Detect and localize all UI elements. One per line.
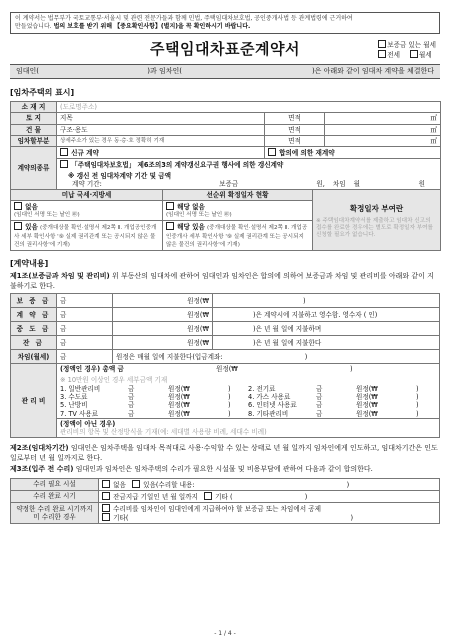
article-1-title: 제1조(보증금과 차임 및 관리비) (10, 272, 110, 281)
repair-exists-end: ) (346, 480, 350, 489)
deposit-suffix: ) (213, 294, 440, 308)
middle-payment-prefix: 금 (57, 322, 113, 336)
management-fee-label: 관 리 비 (11, 364, 57, 438)
monthly-rent-prefix: 금 (57, 350, 113, 364)
repair-none-label: 없음 (113, 480, 126, 489)
fee-items-line-3 (57, 401, 439, 409)
new-contract-label: 신규 계약 (71, 149, 99, 158)
down-payment-prefix: 금 (57, 308, 113, 322)
checkbox-icon[interactable] (102, 504, 110, 512)
notice-line-2-bold: 법의 보호를 받기 위해 【중요확인사항】(별지)을 꼭 확인하시기 바랍니다. (53, 23, 251, 31)
fee-item-label: 6. 인터넷 사용료 (248, 401, 297, 410)
address-label: 소 재 지 (11, 102, 57, 113)
repair-row-2 (11, 490, 440, 502)
checkbox-icon[interactable] (60, 148, 68, 156)
payment-row-balance (11, 336, 440, 350)
payment-row-deposit (11, 294, 440, 308)
building-area-label: 면적 (265, 124, 325, 135)
balance-prefix: 금 (57, 336, 113, 350)
fee-item-prefix: 금 (128, 384, 135, 393)
fee-items-row-3 (11, 401, 440, 409)
monthly-rent-label: 차임(월세) (11, 350, 57, 364)
repair-deadline-options (99, 490, 440, 502)
rent-part-field[interactable]: 상세주소가 있는 경우 동·층·호 정확히 기재 (57, 135, 265, 146)
fee-item-prefix: 금 (316, 401, 323, 410)
fee-item-end: ) (416, 393, 419, 402)
middle-payment-label: 중 도 금 (11, 322, 57, 336)
article-3-title: 제3조(입주 전 수리) (10, 465, 74, 474)
notice-line-1: 이 계약서는 법무부가 국토교통부·서울시 및 관련 전문가들과 함께 민법, 주택임대차보호법, 공인중개사법 등 관계법령에 근거하여 (15, 15, 353, 22)
tax-none-note: (임대인 서명 또는 날인 ㊞) (14, 211, 80, 218)
balance-field[interactable]: 원정(₩ (113, 336, 213, 350)
address-field[interactable]: (도로명주소) (57, 102, 441, 113)
payment-row-contract (11, 308, 440, 322)
prev-won-label: 원, (316, 179, 325, 188)
fee-item-label: 8. 기타관리비 (248, 409, 289, 418)
tenant-label: )과 임차인( (147, 67, 183, 76)
down-payment-field[interactable]: 원정(₩ (113, 308, 213, 322)
fixed-date-note: ※ 주택임대차계약서를 제출하고 임대차 신고의 접수를 완료한 경우에는 별도로 확정일자 부여를 신청할 필요가 없습니다. (316, 218, 433, 239)
fee-item-prefix: 금 (316, 384, 323, 393)
unrepaired-deduct-label: 수리비를 임차인이 임대인에게 지급하여야 할 보증금 또는 차임에서 공제 (113, 505, 321, 513)
priority-header: 선순위 확정일자 현황 (163, 190, 313, 201)
type-option-2-label: 전세 (387, 51, 400, 60)
checkbox-icon[interactable] (14, 222, 22, 230)
nonfixed-fee-label: (정액이 아닌 경우) (60, 419, 116, 428)
fee-item-prefix: 금 (128, 409, 135, 418)
repair-deadline-balance-label: 잔금지급 기일인 년 월 일까지 (113, 492, 198, 501)
tax-exists-label: 있음 (25, 222, 38, 231)
fee-item-end: ) (416, 384, 419, 393)
new-contract-option[interactable] (57, 147, 265, 159)
rent-part-label: 임차할부분 (11, 135, 57, 146)
balance-label: 잔 금 (11, 336, 57, 350)
rent-area-label: 면적 (265, 135, 325, 146)
title-bar (10, 36, 440, 62)
fee-item-label: 2. 전기료 (248, 384, 276, 393)
land-area-field[interactable]: ㎡ (325, 113, 441, 124)
nonfixed-fee-note[interactable]: 관리비의 항목 및 산정방식을 기재(예: 세대별 사용량 비례, 세대수 비례) (60, 427, 267, 436)
checkbox-icon[interactable] (132, 480, 140, 488)
fee-item-field[interactable]: 원정(₩ (168, 393, 190, 402)
article-2-title: 제2조(임대차기간) (10, 444, 69, 453)
fixed-fee-row (57, 364, 440, 375)
payment-row-middle (11, 322, 440, 336)
page-number: - 1 / 4 - (214, 630, 236, 637)
repair-row-3 (11, 503, 440, 524)
article-3 (10, 465, 440, 474)
repair-table (10, 478, 440, 525)
fee-item-end: ) (228, 384, 231, 393)
deposit-label: 보 증 금 (11, 294, 57, 308)
landlord-label: 임대인( (16, 67, 40, 76)
building-area-field[interactable]: ㎡ (325, 124, 441, 135)
tax-none-option[interactable] (11, 201, 163, 220)
checkbox-icon[interactable] (268, 148, 276, 156)
fee-item-field[interactable]: 원정(₩ (168, 409, 190, 418)
prev-deposit-label: 보증금 (219, 179, 239, 188)
priority-exists-option[interactable] (163, 220, 313, 251)
renewal-note: ※ 갱신 전 임대차계약 기간 및 금액 (68, 171, 171, 180)
notice-line-2-pre: 만들었습니다. (15, 23, 52, 31)
fixed-date-title: 확정일자 부여란 (349, 204, 404, 214)
prev-won2-label: 원 (418, 179, 425, 188)
repair-row-1 (11, 478, 440, 490)
checkbox-icon[interactable] (60, 160, 68, 168)
land-type-field[interactable]: 지목 (57, 113, 265, 124)
unrepaired-label: 약정한 수리 완료 시기까지 미 수리한 경우 (11, 503, 99, 524)
nonfixed-fee-row (57, 418, 440, 437)
monthly-rent-field[interactable] (113, 350, 440, 364)
fee-item-label: 7. TV 사용료 (60, 409, 99, 418)
property-table (10, 101, 441, 190)
fee-item-field[interactable]: 원정(₩ (356, 409, 378, 418)
priority-none-label: 해당 없음 (177, 203, 205, 212)
article-2-text: 임대인은 임차주택을 임대차 목적대로 사용·수익할 수 있는 상태로 년 월 일까지 임차인에게 인도하고, 임대차기간은 인도일로부터 년 월 일까지로 한다. (10, 444, 438, 462)
checkbox-icon[interactable] (204, 492, 212, 500)
repair-exists-label: 있음(수리할 내용: (143, 480, 195, 489)
fee-item-end: ) (228, 409, 231, 418)
article-2 (10, 444, 440, 463)
contract-type-options (378, 40, 436, 60)
fee-item-field[interactable]: 원정(₩ (356, 401, 378, 410)
type-option-3-label: 월세 (418, 51, 432, 60)
fee-item-field[interactable]: 원정(₩ (168, 384, 190, 393)
fee-items-row-4 (11, 410, 440, 419)
fee-item-field[interactable]: 원정(₩ (356, 393, 378, 402)
repair-deadline-other-label: 기타 ( (215, 492, 233, 501)
repair-needed-label: 수리 필요 시설 (11, 478, 99, 490)
checkbox-icon[interactable] (14, 202, 22, 210)
checkbox-icon[interactable] (102, 492, 110, 500)
fixed-fee-note: ※ 10만원 이상인 경우 세부금액 기재 (57, 375, 440, 385)
middle-payment-suffix: )은 년 월 일에 지불하며 (213, 322, 440, 336)
priority-exists-label: 해당 있음 (177, 222, 205, 231)
fixed-fee-amount-field[interactable]: 원정(₩ (215, 365, 238, 374)
down-payment-suffix: )은 계약시에 지불하고 영수함. 영수자 ( 인) (213, 308, 440, 322)
unrepaired-other-end: ) (350, 514, 354, 523)
fee-item-prefix: 금 (128, 401, 135, 410)
prev-contract-line (60, 180, 437, 188)
previous-contract-info (57, 171, 441, 190)
fee-item-end: ) (228, 393, 231, 402)
fee-item-label: 1. 일반관리비 (60, 384, 101, 393)
fee-item-prefix: 금 (316, 409, 323, 418)
type-option-2[interactable] (378, 50, 400, 60)
fee-item-end: ) (416, 401, 419, 410)
fee-item-field[interactable]: 원정(₩ (168, 401, 190, 410)
legal-notice (10, 12, 440, 34)
fee-item-prefix: 금 (128, 393, 135, 402)
tax-exists-note: (중개대상물 확인·설명서 제2쪽 Ⅱ. 개업공인중개사 세부 확인사항 '⑨ 실제 권리관계 또는 공시되지 않은 물건의 권리사항'에 기재) (14, 224, 157, 249)
tax-priority-table (10, 189, 441, 251)
contract-type-label: 계약의종류 (11, 147, 57, 190)
agreed-renewal-label: 합의에 의한 재계약 (279, 149, 335, 158)
fee-item-end: ) (416, 409, 419, 418)
checkbox-icon[interactable] (410, 50, 418, 58)
building-type-field[interactable]: 구조·용도 (57, 124, 265, 135)
terms-heading: [계약내용] (10, 259, 49, 269)
prev-rent-field[interactable] (360, 180, 419, 188)
tax-header: 미납 국세·지방세 (11, 190, 163, 201)
fee-items-line-4 (57, 410, 439, 418)
checkbox-icon[interactable] (166, 222, 174, 230)
renewal-claim-option[interactable] (57, 159, 441, 171)
property-heading: [임차주택의 표시] (10, 88, 75, 98)
middle-payment-field[interactable]: 원정(₩ (113, 322, 213, 336)
type-option-1[interactable] (378, 40, 436, 50)
fixed-fee-label: (정액인 경우) 총액 금 (60, 365, 124, 374)
parties-end-text: )은 아래와 같이 임대차 계약을 체결한다 (311, 67, 434, 76)
fee-item-field[interactable]: 원정(₩ (356, 384, 378, 393)
building-label: 건 물 (11, 124, 57, 135)
agreed-renewal-option[interactable] (265, 147, 441, 159)
prev-month-label: 월 (353, 179, 360, 188)
article-1-text: 위 부동산의 임대차에 관하여 임대인과 임차인은 합의에 의하여 보증금과 차임 및 관리비를 아래와 같이 지불하기로 한다. (10, 272, 434, 290)
monthly-rent-text: 원정은 매월 일에 지불한다(입금계좌: (116, 352, 223, 361)
document-title: 주택임대차표준계약서 (150, 40, 300, 59)
unrepaired-other-label: 기타( (113, 514, 129, 523)
payment-row-rent (11, 350, 440, 364)
checkbox-icon[interactable] (378, 40, 386, 48)
fee-item-prefix: 금 (316, 393, 323, 402)
priority-none-note: (임대인 서명 또는 날인 ㊞) (166, 211, 232, 218)
fixed-fee-end: ) (349, 365, 353, 374)
fee-item-end: ) (228, 401, 231, 410)
unrepaired-options (99, 503, 440, 524)
deposit-prefix: 금 (57, 294, 113, 308)
fee-item-label: 4. 가스 사용료 (248, 393, 291, 402)
monthly-rent-suffix: ) (304, 352, 308, 361)
prev-period-field[interactable] (102, 180, 219, 188)
rent-area-field[interactable]: ㎡ (325, 135, 441, 146)
checkbox-icon[interactable] (102, 513, 110, 521)
deposit-amount-field[interactable]: 원정(₩ (113, 294, 213, 308)
type-option-1-label: 보증금 있는 월세 (387, 41, 436, 50)
land-label: 토 지 (11, 113, 57, 124)
repair-deadline-end: ) (304, 492, 308, 501)
contract-page (10, 12, 440, 524)
balance-suffix: )은 년 월 일에 지불한다 (213, 336, 440, 350)
checkbox-icon[interactable] (102, 480, 110, 488)
checkbox-icon[interactable] (166, 202, 174, 210)
type-option-3[interactable] (410, 50, 432, 60)
fee-item-label: 3. 수도료 (60, 393, 88, 402)
fee-items-row-1 (11, 385, 440, 393)
prev-deposit-field[interactable] (238, 180, 316, 188)
management-fee-table (10, 363, 440, 438)
fee-items-line-1 (57, 385, 439, 393)
prev-period-label: 계약 기간: (72, 179, 102, 188)
repair-deadline-label: 수리 완료 시기 (11, 490, 99, 502)
notice-line-2 (15, 23, 435, 31)
tax-none-label: 없음 (25, 203, 38, 212)
parties-line (10, 64, 440, 79)
repair-needed-options (99, 478, 440, 490)
fee-item-label: 5. 난방비 (60, 401, 88, 410)
article-3-text: 임대인과 임차인은 임차주택의 수리가 필요한 시설물 및 비용부담에 관하여 다음과 같이 합의한다. (75, 465, 373, 474)
renewal-claim-label: 「주택임대차보호법」 제6조의3의 계약갱신요구권 행사에 의한 갱신계약 (71, 161, 284, 170)
prev-rent-label: 차임 (332, 179, 346, 188)
tax-exists-option[interactable] (11, 220, 163, 251)
land-area-label: 면적 (265, 113, 325, 124)
priority-none-option[interactable] (163, 201, 313, 220)
checkbox-icon[interactable] (378, 50, 386, 58)
payment-table (10, 293, 440, 364)
fixed-date-box (313, 190, 441, 251)
article-1 (10, 272, 440, 291)
priority-exists-note: (중개대상물 확인·설명서 제2쪽 Ⅱ. 개업공인중개사 세부 확인사항 '⑨ 실제 권리관계 또는 공시되지 않은 물건의 권리사항'에 기재) (166, 224, 308, 249)
down-payment-label: 계 약 금 (11, 308, 57, 322)
